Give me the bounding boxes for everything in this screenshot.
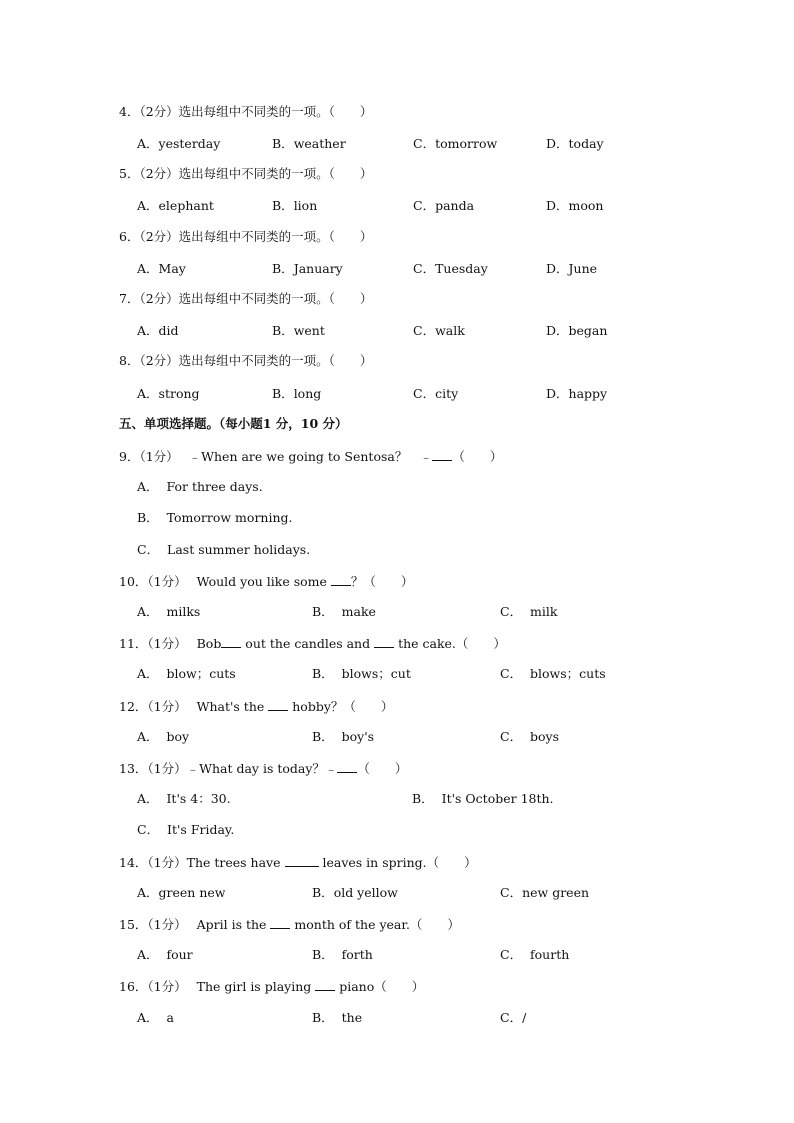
option-c: C．/ [500, 1010, 527, 1025]
question-5 [119, 166, 372, 182]
answer-blank [221, 635, 241, 648]
question-number: 4．（2分） [119, 104, 179, 119]
option-a: A．May [137, 261, 186, 276]
option-a: A． four [137, 947, 193, 962]
question-number: 11．（1分） [119, 636, 187, 651]
question-number: 9．（1分） [119, 449, 179, 464]
option-a: A． blow；cuts [137, 666, 236, 681]
option-a: A．yesterday [137, 136, 221, 151]
option-b: B． the [312, 1010, 363, 1025]
question-stem: ﹣What day is today？﹣ [186, 761, 338, 776]
answer-blank [285, 854, 319, 867]
option-b: B．weather [272, 136, 346, 151]
question-stem: 选出每组中不同类的一项。（ ） [178, 353, 373, 368]
option-a: A． a [137, 1010, 174, 1025]
question-stem: April is the [196, 917, 271, 932]
question-stem: What's the [196, 699, 269, 714]
question-9 [119, 448, 502, 465]
option-d: D．moon [546, 198, 604, 213]
question-stem: Would you like some [196, 574, 331, 589]
option-c: C． boys [500, 729, 560, 744]
option-b: B． boy's [312, 729, 375, 744]
answer-blank [374, 635, 394, 648]
question-stem: month of the year.（ ） [290, 917, 460, 932]
answer-blank [315, 978, 335, 991]
answer-blank [270, 916, 290, 929]
question-number: 6．（2分） [119, 229, 179, 244]
question-number: 13．（1分） [119, 761, 187, 776]
option-a: A． boy [137, 729, 190, 744]
answer-blank [331, 573, 351, 586]
option-b: B． It's October 18th. [412, 791, 554, 806]
option-b: B． forth [312, 947, 373, 962]
question-10 [119, 573, 413, 590]
option-d: D．happy [546, 386, 608, 401]
option-c: C．panda [413, 198, 475, 213]
option-c: C． blows；cuts [500, 666, 606, 681]
option-c: C． Last summer holidays. [137, 542, 311, 557]
question-number: 14．（1分） [119, 855, 187, 870]
option-d: D．June [546, 261, 598, 276]
question-stem: 选出每组中不同类的一项。（ ） [178, 104, 373, 119]
option-b: B．went [272, 323, 325, 338]
option-a: A． milks [137, 604, 201, 619]
option-b: B．January [272, 261, 343, 276]
question-stem: ﹣When are we going to Sentosa？ ﹣ [188, 449, 433, 464]
option-c: C．Tuesday [413, 261, 488, 276]
question-stem: ？（ ） [350, 574, 414, 589]
question-stem: 选出每组中不同类的一项。（ ） [178, 166, 373, 181]
option-c: C． milk [500, 604, 558, 619]
question-number: 7．（2分） [119, 291, 179, 306]
question-number: 5．（2分） [119, 166, 179, 181]
question-13 [119, 760, 407, 777]
option-b: B． blows；cut [312, 666, 411, 681]
question-stem: Bob [196, 636, 222, 651]
option-b: B．lion [272, 198, 318, 213]
option-d: D．began [546, 323, 608, 338]
question-7 [119, 291, 372, 307]
option-b: B．long [272, 386, 322, 401]
question-stem: The girl is playing [196, 979, 316, 994]
option-b: B．old yellow [312, 885, 398, 900]
question-8 [119, 353, 372, 369]
question-stem: the cake.（ ） [394, 636, 506, 651]
option-c: C．city [413, 386, 459, 401]
question-11 [119, 635, 506, 652]
question-12 [119, 698, 393, 715]
option-c: C． fourth [500, 947, 570, 962]
option-c: C． It's Friday. [137, 822, 235, 837]
option-c: C．walk [413, 323, 465, 338]
question-number: 16．（1分） [119, 979, 187, 994]
option-a: A． It's 4：30. [137, 791, 231, 806]
question-6 [119, 229, 372, 245]
option-a: A．strong [137, 386, 200, 401]
option-a: A．green new [137, 885, 226, 900]
option-a: A．elephant [137, 198, 214, 213]
question-stem: （ ） [357, 761, 408, 776]
option-c: C．tomorrow [413, 136, 498, 151]
option-d: D．today [546, 136, 604, 151]
section-heading: 五、单项选择题。（每小题1 分，10 分） [119, 416, 348, 431]
option-c: C．new green [500, 885, 590, 900]
answer-blank [432, 448, 452, 461]
answer-blank [268, 698, 288, 711]
question-stem: hobby？（ ） [288, 699, 394, 714]
question-number: 12．（1分） [119, 699, 187, 714]
question-number: 10．（1分） [119, 574, 187, 589]
question-stem: piano（ ） [335, 979, 425, 994]
option-a: A． For three days. [137, 479, 263, 494]
question-stem: 选出每组中不同类的一项。（ ） [178, 229, 373, 244]
question-4 [119, 104, 372, 120]
question-number: 15．（1分） [119, 917, 187, 932]
question-stem: 选出每组中不同类的一项。（ ） [178, 291, 373, 306]
question-14 [119, 854, 477, 871]
question-stem: （ ） [452, 449, 503, 464]
question-stem: leaves in spring.（ ） [318, 855, 477, 870]
question-15 [119, 916, 460, 933]
option-b: B． Tomorrow morning. [137, 510, 293, 525]
option-b: B． make [312, 604, 376, 619]
answer-blank [337, 760, 357, 773]
question-stem: The trees have [186, 855, 285, 870]
question-16 [119, 978, 424, 995]
question-number: 8．（2分） [119, 353, 179, 368]
option-a: A．did [137, 323, 179, 338]
question-stem: out the candles and [241, 636, 375, 651]
